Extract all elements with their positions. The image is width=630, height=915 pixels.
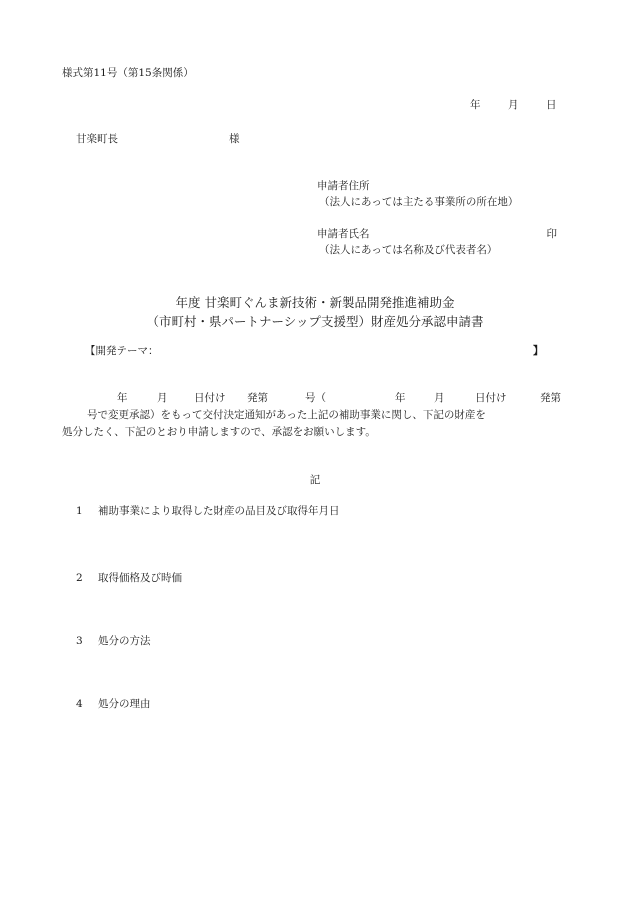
item-text: 補助事業により取得した財産の品目及び取得年月日 [98,505,340,517]
body-month-2: 月 [434,392,445,404]
applicant-name-label: 申請者氏名 [317,228,370,240]
document-title-line-1: 年度 甘楽町ぐんま新技術・新製品開発推進補助金 [175,295,455,310]
body-line-2: 号で変更承認）をもって交付決定通知があった上記の補助事業に関し、下記の財産を [87,409,486,421]
item-number: 3 [76,635,83,647]
list-item [76,572,182,586]
date-day: 日 [546,99,557,111]
body-year-1: 年 [117,392,128,404]
body-issue-label-2: 発第 [540,392,561,404]
body-number-label-1: 号（ [305,392,326,404]
item-number: 1 [76,505,83,517]
seal-mark: 印 [546,228,557,240]
applicant-address-note: （法人にあっては主たる事業所の所在地） [319,196,519,208]
item-text: 処分の方法 [98,635,151,647]
addressee-honorific: 様 [229,133,240,145]
applicant-address-label: 申請者住所 [317,180,370,192]
body-date-suffix-1: 日付け [194,392,226,404]
item-text: 処分の理由 [98,698,151,710]
development-theme-close-bracket: 】 [533,345,544,357]
list-item [76,635,151,649]
date-year: 年 [470,99,481,111]
item-number: 4 [76,698,83,710]
ki-heading: 記 [309,474,321,486]
list-item [76,698,151,712]
body-month-1: 月 [157,392,168,404]
body-date-suffix-2: 日付け [475,392,507,404]
addressee [76,133,240,147]
document-title-line-2: （市町村・県パートナーシップ支援型）財産処分承認申請書 [146,314,484,329]
development-theme-label: 【開発テーマ： [85,345,159,357]
addressee-name: 甘楽町長 [76,133,118,145]
date-month: 月 [508,99,519,111]
list-item [76,505,340,519]
date-line [470,99,557,113]
applicant-name-note: （法人にあっては名称及び代表者名） [319,244,498,256]
body-line-1 [117,392,561,406]
body-year-2: 年 [395,392,406,404]
applicant-name-row [317,228,557,242]
item-number: 2 [76,572,83,584]
item-text: 取得価格及び時価 [98,572,182,584]
body-line-3: 処分したく、下記のとおり申請しますので、承認をお願いします。 [62,426,376,438]
body-issue-label-1: 発第 [247,392,268,404]
form-number: 様式第11号（第15条関係） [62,67,194,79]
